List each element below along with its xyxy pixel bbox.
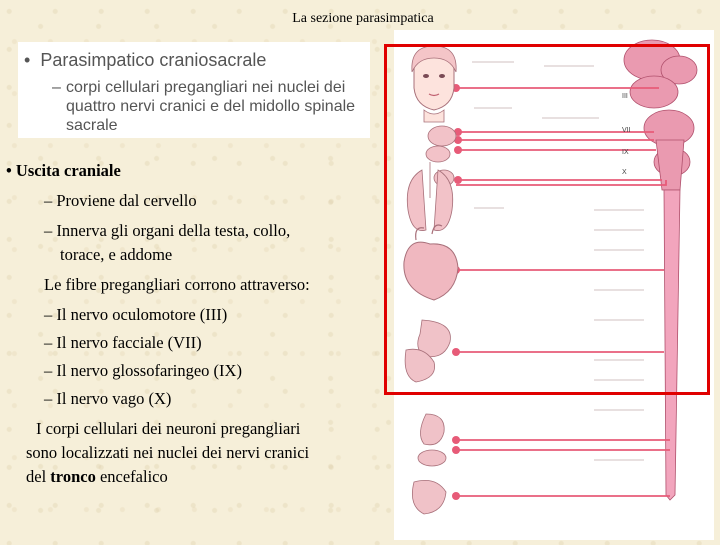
- list-item: torace, e addome: [60, 245, 173, 264]
- list-item: I corpi cellulari dei neuroni pregangliari: [36, 419, 301, 438]
- summary-detail: corpi cellulari pregangliari nei nuclei dei quattro nervi cranici e del midollo spinale sacrale: [66, 79, 356, 134]
- summary-detail-row: [52, 78, 366, 135]
- pelvic-organs-illustration: [412, 414, 446, 514]
- page-title: La sezione parasimpatica: [292, 11, 434, 26]
- list-item: – Il nervo oculomotore (III): [44, 305, 228, 324]
- list-item: sono localizzati nei nuclei dei nervi cranici: [26, 443, 310, 462]
- label-IX: IX: [622, 149, 629, 156]
- summary-box: [18, 42, 370, 138]
- label-VII: VII: [622, 127, 631, 134]
- highlight-frame: [384, 44, 710, 395]
- list-item: – Proviene dal cervello: [44, 191, 197, 210]
- cranial-outflow-heading: • Uscita craniale: [6, 161, 121, 180]
- label-III: III: [622, 93, 628, 100]
- list-item: del tronco encefalico: [26, 467, 168, 486]
- bullet: •: [24, 50, 31, 70]
- summary-heading-row: [24, 50, 266, 71]
- list-item: – Il nervo vago (X): [44, 389, 172, 408]
- dash: –: [52, 79, 61, 96]
- list-item: Le fibre pregangliari corrono attraverso:: [44, 275, 310, 294]
- label-X: X: [622, 169, 627, 176]
- list-item: – Innerva gli organi della testa, collo,: [44, 221, 291, 240]
- summary-heading: Parasimpatico craniosacrale: [40, 50, 267, 70]
- list-item: – Il nervo glossofaringeo (IX): [44, 361, 242, 380]
- list-item: – Il nervo facciale (VII): [44, 333, 202, 352]
